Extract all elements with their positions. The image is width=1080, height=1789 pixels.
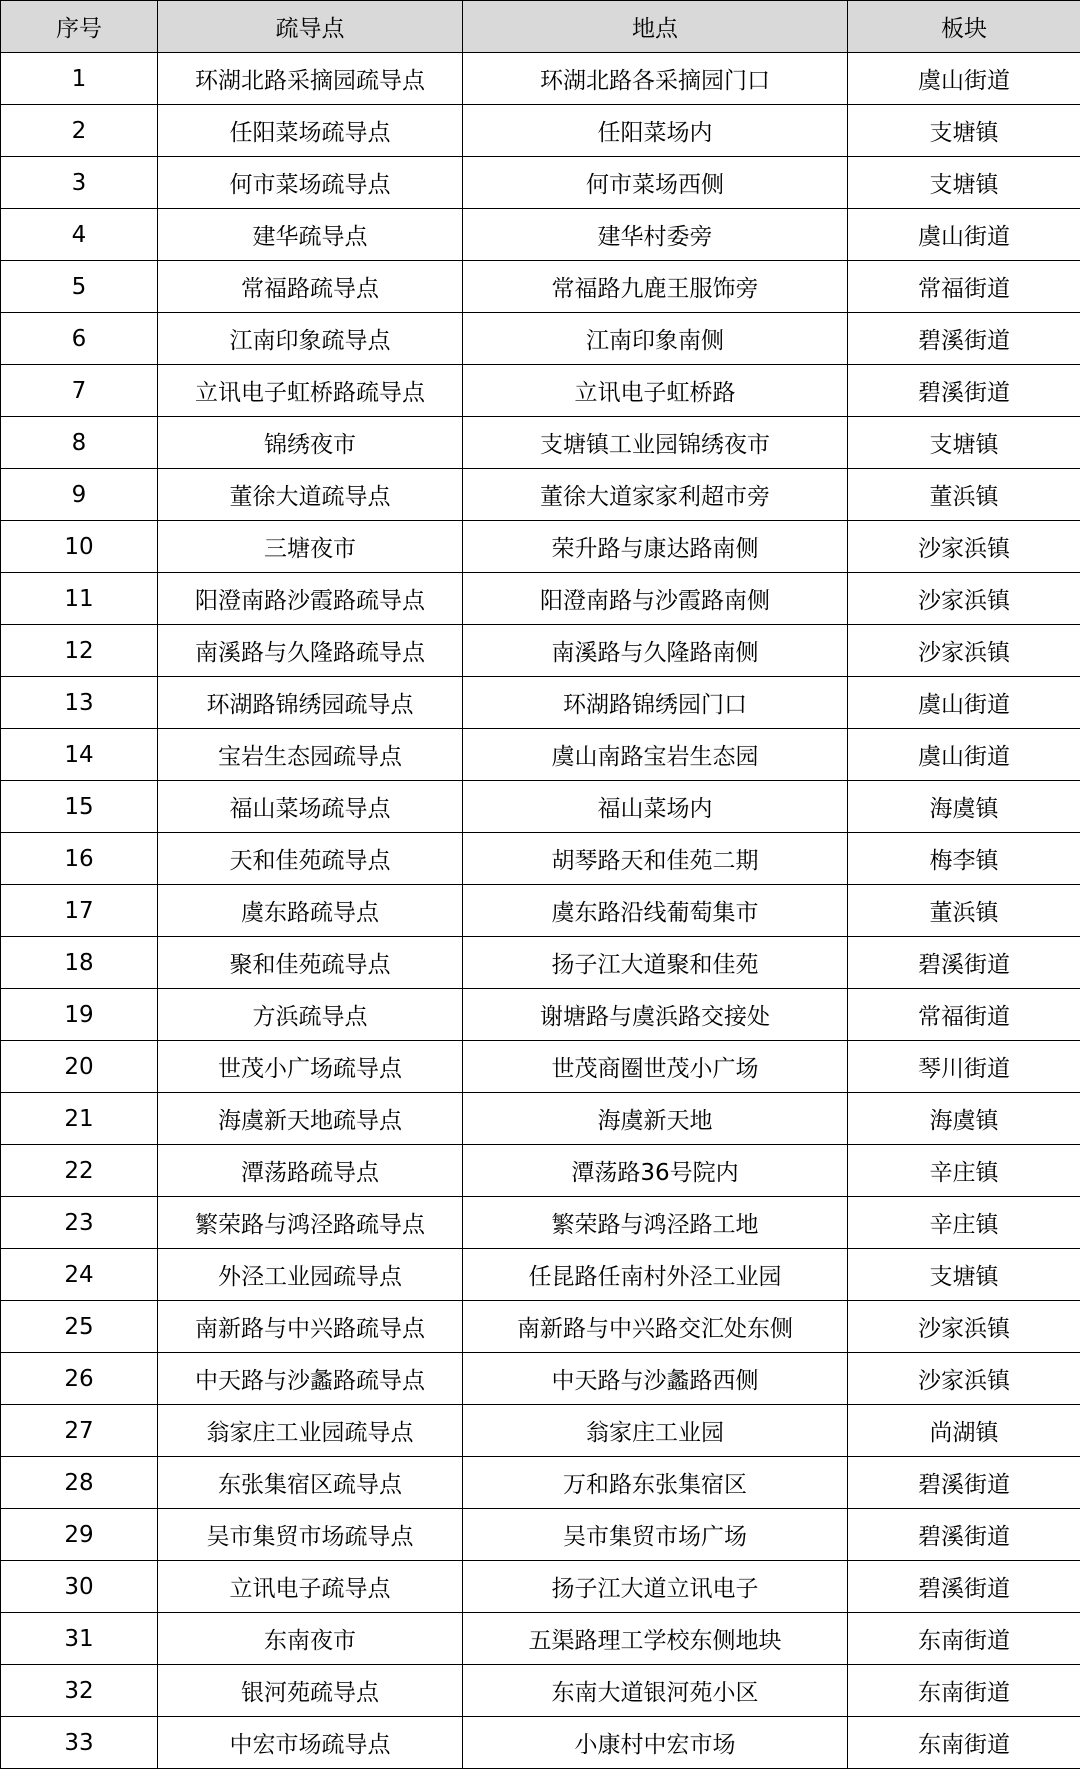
cell-point: 锦绣夜市: [158, 417, 463, 469]
cell-point: 银河苑疏导点: [158, 1665, 463, 1717]
cell-seq: 16: [1, 833, 158, 885]
table-row: [1, 53, 1080, 105]
cell-area: 辛庄镇: [848, 1197, 1080, 1249]
cell-location: 南溪路与久隆路南侧: [463, 625, 848, 677]
cell-seq: 2: [1, 105, 158, 157]
cell-area: 支塘镇: [848, 1249, 1080, 1301]
cell-seq: 12: [1, 625, 158, 677]
table-row: [1, 1093, 1080, 1145]
cell-location: 万和路东张集宿区: [463, 1457, 848, 1509]
cell-area: 常福街道: [848, 989, 1080, 1041]
table-row: [1, 1301, 1080, 1353]
cell-area: 梅李镇: [848, 833, 1080, 885]
table-body: [1, 53, 1080, 1769]
cell-location: 常福路九鹿王服饰旁: [463, 261, 848, 313]
table-row: [1, 1041, 1080, 1093]
cell-area: 东南街道: [848, 1717, 1080, 1769]
cell-area: 支塘镇: [848, 417, 1080, 469]
table-row: [1, 1509, 1080, 1561]
table-row: [1, 1613, 1080, 1665]
table-row: [1, 1197, 1080, 1249]
cell-area: 虞山街道: [848, 677, 1080, 729]
table-row: [1, 469, 1080, 521]
cell-location: 福山菜场内: [463, 781, 848, 833]
header-seq: 序号: [1, 1, 158, 53]
table-row: [1, 313, 1080, 365]
cell-seq: 6: [1, 313, 158, 365]
cell-seq: 32: [1, 1665, 158, 1717]
cell-area: 碧溪街道: [848, 365, 1080, 417]
cell-seq: 31: [1, 1613, 158, 1665]
cell-point: 东南夜市: [158, 1613, 463, 1665]
cell-location: 潭荡路36号院内: [463, 1145, 848, 1197]
cell-point: 南新路与中兴路疏导点: [158, 1301, 463, 1353]
cell-location: 繁荣路与鸿泾路工地: [463, 1197, 848, 1249]
table-row: [1, 157, 1080, 209]
table-row: [1, 677, 1080, 729]
cell-point: 虞东路疏导点: [158, 885, 463, 937]
header-area: 板块: [848, 1, 1080, 53]
cell-location: 扬子江大道聚和佳苑: [463, 937, 848, 989]
cell-location: 海虞新天地: [463, 1093, 848, 1145]
cell-point: 立讯电子虹桥路疏导点: [158, 365, 463, 417]
table-row: [1, 365, 1080, 417]
table-row: [1, 209, 1080, 261]
cell-location: 支塘镇工业园锦绣夜市: [463, 417, 848, 469]
cell-area: 碧溪街道: [848, 1561, 1080, 1613]
cell-area: 支塘镇: [848, 105, 1080, 157]
cell-point: 中天路与沙蠡路疏导点: [158, 1353, 463, 1405]
cell-seq: 9: [1, 469, 158, 521]
cell-seq: 11: [1, 573, 158, 625]
table-row: [1, 417, 1080, 469]
cell-point: 江南印象疏导点: [158, 313, 463, 365]
cell-seq: 22: [1, 1145, 158, 1197]
cell-area: 东南街道: [848, 1613, 1080, 1665]
cell-location: 荣升路与康达路南侧: [463, 521, 848, 573]
cell-point: 东张集宿区疏导点: [158, 1457, 463, 1509]
cell-seq: 27: [1, 1405, 158, 1457]
cell-area: 碧溪街道: [848, 937, 1080, 989]
cell-point: 海虞新天地疏导点: [158, 1093, 463, 1145]
cell-point: 立讯电子疏导点: [158, 1561, 463, 1613]
cell-location: 江南印象南侧: [463, 313, 848, 365]
cell-area: 虞山街道: [848, 53, 1080, 105]
cell-point: 聚和佳苑疏导点: [158, 937, 463, 989]
table-row: [1, 625, 1080, 677]
cell-area: 碧溪街道: [848, 1509, 1080, 1561]
cell-point: 南溪路与久隆路疏导点: [158, 625, 463, 677]
cell-seq: 13: [1, 677, 158, 729]
table-row: [1, 781, 1080, 833]
cell-point: 阳澄南路沙霞路疏导点: [158, 573, 463, 625]
cell-location: 五渠路理工学校东侧地块: [463, 1613, 848, 1665]
cell-seq: 10: [1, 521, 158, 573]
cell-location: 南新路与中兴路交汇处东侧: [463, 1301, 848, 1353]
cell-area: 碧溪街道: [848, 1457, 1080, 1509]
cell-point: 外泾工业园疏导点: [158, 1249, 463, 1301]
cell-point: 任阳菜场疏导点: [158, 105, 463, 157]
table-row: [1, 261, 1080, 313]
cell-seq: 23: [1, 1197, 158, 1249]
cell-area: 沙家浜镇: [848, 521, 1080, 573]
cell-area: 沙家浜镇: [848, 625, 1080, 677]
table-row: [1, 1145, 1080, 1197]
cell-point: 环湖路锦绣园疏导点: [158, 677, 463, 729]
cell-seq: 33: [1, 1717, 158, 1769]
cell-location: 扬子江大道立讯电子: [463, 1561, 848, 1613]
cell-seq: 28: [1, 1457, 158, 1509]
cell-point: 翁家庄工业园疏导点: [158, 1405, 463, 1457]
table-row: [1, 573, 1080, 625]
cell-area: 常福街道: [848, 261, 1080, 313]
cell-seq: 14: [1, 729, 158, 781]
table-row: [1, 1457, 1080, 1509]
cell-location: 虞山南路宝岩生态园: [463, 729, 848, 781]
cell-seq: 7: [1, 365, 158, 417]
cell-area: 支塘镇: [848, 157, 1080, 209]
cell-area: 沙家浜镇: [848, 1301, 1080, 1353]
cell-location: 世茂商圈世茂小广场: [463, 1041, 848, 1093]
cell-point: 中宏市场疏导点: [158, 1717, 463, 1769]
cell-location: 胡琴路天和佳苑二期: [463, 833, 848, 885]
cell-area: 董浜镇: [848, 469, 1080, 521]
cell-point: 三塘夜市: [158, 521, 463, 573]
table-row: [1, 1665, 1080, 1717]
cell-area: 虞山街道: [848, 729, 1080, 781]
table-row: [1, 1561, 1080, 1613]
cell-area: 碧溪街道: [848, 313, 1080, 365]
cell-location: 建华村委旁: [463, 209, 848, 261]
cell-location: 翁家庄工业园: [463, 1405, 848, 1457]
cell-area: 海虞镇: [848, 1093, 1080, 1145]
cell-area: 尚湖镇: [848, 1405, 1080, 1457]
cell-seq: 15: [1, 781, 158, 833]
cell-seq: 8: [1, 417, 158, 469]
cell-point: 福山菜场疏导点: [158, 781, 463, 833]
table-row: [1, 885, 1080, 937]
cell-point: 繁荣路与鸿泾路疏导点: [158, 1197, 463, 1249]
cell-location: 东南大道银河苑小区: [463, 1665, 848, 1717]
cell-location: 小康村中宏市场: [463, 1717, 848, 1769]
cell-location: 任阳菜场内: [463, 105, 848, 157]
cell-area: 沙家浜镇: [848, 1353, 1080, 1405]
table-row: [1, 729, 1080, 781]
cell-area: 虞山街道: [848, 209, 1080, 261]
cell-location: 阳澄南路与沙霞路南侧: [463, 573, 848, 625]
cell-location: 环湖路锦绣园门口: [463, 677, 848, 729]
cell-point: 方浜疏导点: [158, 989, 463, 1041]
cell-point: 何市菜场疏导点: [158, 157, 463, 209]
cell-seq: 21: [1, 1093, 158, 1145]
header-location: 地点: [463, 1, 848, 53]
cell-point: 吴市集贸市场疏导点: [158, 1509, 463, 1561]
table-row: [1, 1717, 1080, 1769]
table-row: [1, 833, 1080, 885]
table-row: [1, 1405, 1080, 1457]
table-row: [1, 1249, 1080, 1301]
table-row: [1, 989, 1080, 1041]
cell-point: 世茂小广场疏导点: [158, 1041, 463, 1093]
cell-seq: 30: [1, 1561, 158, 1613]
header-point: 疏导点: [158, 1, 463, 53]
cell-area: 沙家浜镇: [848, 573, 1080, 625]
cell-point: 天和佳苑疏导点: [158, 833, 463, 885]
cell-seq: 18: [1, 937, 158, 989]
cell-seq: 24: [1, 1249, 158, 1301]
cell-location: 中天路与沙蠡路西侧: [463, 1353, 848, 1405]
cell-seq: 26: [1, 1353, 158, 1405]
cell-location: 环湖北路各采摘园门口: [463, 53, 848, 105]
cell-area: 东南街道: [848, 1665, 1080, 1717]
cell-location: 任昆路任南村外泾工业园: [463, 1249, 848, 1301]
cell-seq: 29: [1, 1509, 158, 1561]
cell-seq: 1: [1, 53, 158, 105]
cell-location: 虞东路沿线葡萄集市: [463, 885, 848, 937]
cell-location: 吴市集贸市场广场: [463, 1509, 848, 1561]
table-row: [1, 105, 1080, 157]
table-row: [1, 521, 1080, 573]
cell-location: 立讯电子虹桥路: [463, 365, 848, 417]
cell-point: 环湖北路采摘园疏导点: [158, 53, 463, 105]
cell-point: 董徐大道疏导点: [158, 469, 463, 521]
cell-location: 董徐大道家家利超市旁: [463, 469, 848, 521]
cell-point: 常福路疏导点: [158, 261, 463, 313]
table-header-row: [1, 1, 1080, 53]
cell-point: 宝岩生态园疏导点: [158, 729, 463, 781]
cell-seq: 17: [1, 885, 158, 937]
cell-point: 建华疏导点: [158, 209, 463, 261]
cell-seq: 19: [1, 989, 158, 1041]
cell-seq: 3: [1, 157, 158, 209]
table-row: [1, 1353, 1080, 1405]
cell-area: 辛庄镇: [848, 1145, 1080, 1197]
cell-seq: 5: [1, 261, 158, 313]
cell-area: 海虞镇: [848, 781, 1080, 833]
cell-point: 潭荡路疏导点: [158, 1145, 463, 1197]
cell-location: 谢塘路与虞浜路交接处: [463, 989, 848, 1041]
cell-location: 何市菜场西侧: [463, 157, 848, 209]
cell-seq: 25: [1, 1301, 158, 1353]
cell-area: 琴川街道: [848, 1041, 1080, 1093]
cell-seq: 20: [1, 1041, 158, 1093]
table-row: [1, 937, 1080, 989]
cell-area: 董浜镇: [848, 885, 1080, 937]
cell-seq: 4: [1, 209, 158, 261]
